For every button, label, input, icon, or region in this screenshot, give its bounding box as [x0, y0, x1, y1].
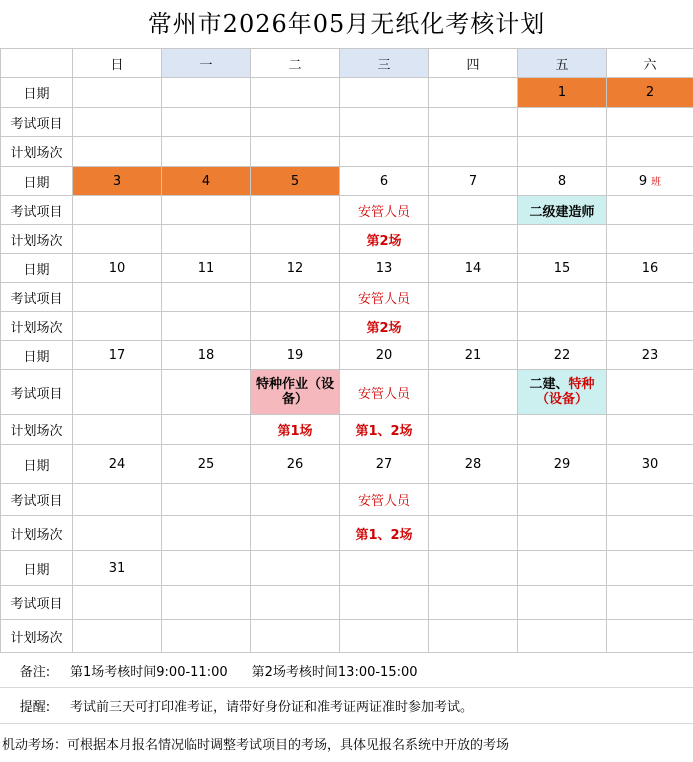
exam-cell-combined: [518, 370, 607, 415]
plan-cell: [518, 620, 607, 653]
week-1-plan-row: [1, 137, 693, 167]
date-cell: 6: [340, 167, 429, 196]
week-1-exam-row: [1, 108, 693, 137]
exam-cell: [73, 108, 162, 137]
plan-cell: [251, 620, 340, 653]
week-4-date-row: [1, 341, 693, 370]
exam-cell: [429, 484, 518, 516]
exam-cell-safety: 安管人员: [340, 196, 429, 225]
date-cell: [162, 78, 251, 108]
date-cell: 21: [429, 341, 518, 370]
exam-row-label: 考试项目: [1, 370, 73, 415]
exam-cell: [607, 196, 693, 225]
exam-cell: [73, 370, 162, 415]
exam-row-label: 考试项目: [1, 586, 73, 620]
week-3-date-row: [1, 254, 693, 283]
date-cell: [162, 551, 251, 586]
exam-calendar: [0, 48, 693, 653]
page-title: 常州市2026年05月无纸化考核计划: [147, 10, 546, 38]
exam-cell: [73, 196, 162, 225]
plan-cell: [251, 137, 340, 167]
reminder-label: 提醒:: [19, 700, 51, 715]
weekday-sun: 日: [73, 49, 162, 78]
plan-cell: [162, 620, 251, 653]
week-3-plan-row: [1, 312, 693, 341]
plan-cell: [518, 415, 607, 445]
exam-cell: [429, 370, 518, 415]
exam-cell: [251, 108, 340, 137]
weekday-wed: 三: [340, 49, 429, 78]
date-cell: [251, 551, 340, 586]
plan-cell: [162, 415, 251, 445]
exam-cell: [429, 108, 518, 137]
date-cell-holiday: 5: [251, 167, 340, 196]
plan-cell: [162, 137, 251, 167]
date-cell: 19: [251, 341, 340, 370]
exam-cell: [251, 484, 340, 516]
exam-cell-safety: 安管人员: [340, 484, 429, 516]
plan-cell: [73, 225, 162, 254]
week-2-date-row: [1, 167, 693, 196]
date-cell: 30: [607, 445, 693, 484]
exam-cell: [518, 108, 607, 137]
exam-row-label: 考试项目: [1, 484, 73, 516]
week-2-plan-row: [1, 225, 693, 254]
date-cell: [340, 78, 429, 108]
plan-cell: [429, 620, 518, 653]
exam-cell: [73, 586, 162, 620]
plan-row-label: 计划场次: [1, 516, 73, 551]
weekday-tue: 二: [251, 49, 340, 78]
corner-cell: [1, 49, 73, 78]
date-cell: 16: [607, 254, 693, 283]
date-cell: 18: [162, 341, 251, 370]
date-row-label: 日期: [1, 167, 73, 196]
week-5-exam-row: [1, 484, 693, 516]
week-6-plan-row: [1, 620, 693, 653]
plan-cell-session: 第1、2场: [340, 516, 429, 551]
reminder-row: [0, 688, 693, 724]
date-cell: 25: [162, 445, 251, 484]
plan-cell: [518, 312, 607, 341]
plan-cell: [518, 516, 607, 551]
week-6-exam-row: [1, 586, 693, 620]
date-cell: 17: [73, 341, 162, 370]
date-row-label: 日期: [1, 341, 73, 370]
date-number: 9: [638, 174, 648, 189]
plan-row-label: 计划场次: [1, 415, 73, 445]
plan-cell: [251, 312, 340, 341]
weekday-sat: 六: [607, 49, 693, 78]
date-cell: 23: [607, 341, 693, 370]
weekday-header-row: [1, 49, 693, 78]
date-cell: 24: [73, 445, 162, 484]
week-4-exam-row: [1, 370, 693, 415]
date-cell-holiday: 3: [73, 167, 162, 196]
weekday-fri: 五: [518, 49, 607, 78]
plan-row-label: 计划场次: [1, 312, 73, 341]
plan-cell: [429, 312, 518, 341]
date-cell-holiday: 1: [518, 78, 607, 108]
plan-cell: [429, 225, 518, 254]
date-cell: 22: [518, 341, 607, 370]
date-cell: 31: [73, 551, 162, 586]
exam-cell: [251, 586, 340, 620]
exam-cell: [518, 283, 607, 312]
date-cell: [340, 551, 429, 586]
plan-row-label: 计划场次: [1, 225, 73, 254]
exam-cell-safety: 安管人员: [340, 283, 429, 312]
plan-cell: [607, 516, 693, 551]
exam-cell: [162, 370, 251, 415]
remark-label: 备注:: [19, 665, 51, 680]
date-row-label: 日期: [1, 78, 73, 108]
exam-cell: [162, 484, 251, 516]
date-cell-holiday: 4: [162, 167, 251, 196]
date-cell: 28: [429, 445, 518, 484]
plan-cell: [429, 516, 518, 551]
date-cell: 27: [340, 445, 429, 484]
exam-cell: [73, 484, 162, 516]
mobile-venue-row: [0, 724, 693, 762]
date-cell: 12: [251, 254, 340, 283]
date-cell: 15: [518, 254, 607, 283]
exam-cell: [429, 196, 518, 225]
exam-cell: [518, 484, 607, 516]
date-cell-holiday: 2: [607, 78, 693, 108]
session-1-time: 第1场考核时间9:00-11:00: [70, 665, 228, 680]
plan-cell: [607, 312, 693, 341]
date-cell: [429, 78, 518, 108]
date-cell: 29: [518, 445, 607, 484]
weekday-mon: 一: [162, 49, 251, 78]
workday-badge: 班: [651, 177, 662, 188]
plan-cell: [162, 516, 251, 551]
session-2-time: 第2场考核时间13:00-15:00: [251, 665, 418, 680]
exam-cell: [251, 196, 340, 225]
date-cell: [251, 78, 340, 108]
plan-cell: [429, 415, 518, 445]
exam-cell: [340, 108, 429, 137]
exam-cell: [162, 586, 251, 620]
mobile-venue-text: 机动考场：可根据本月报名情况临时调整考试项目的考场，具体见报名系统中开放的考场: [2, 737, 510, 753]
exam-cell: [607, 283, 693, 312]
exam-part-special: 特种: [568, 377, 595, 392]
exam-cell: [607, 108, 693, 137]
remark-row: [0, 654, 693, 688]
exam-cell: [518, 586, 607, 620]
plan-cell: [73, 415, 162, 445]
plan-cell: [251, 516, 340, 551]
plan-cell: [607, 225, 693, 254]
plan-cell: [518, 225, 607, 254]
date-cell: 11: [162, 254, 251, 283]
plan-cell-session: 第2场: [340, 312, 429, 341]
week-5-plan-row: [1, 516, 693, 551]
plan-cell: [340, 137, 429, 167]
date-cell: 14: [429, 254, 518, 283]
date-cell: 20: [340, 341, 429, 370]
week-6-date-row: [1, 551, 693, 586]
date-cell: 10: [73, 254, 162, 283]
exam-cell: [162, 196, 251, 225]
weekday-thu: 四: [429, 49, 518, 78]
date-cell-workday: [607, 167, 693, 196]
plan-cell: [607, 415, 693, 445]
plan-cell: [73, 312, 162, 341]
exam-cell: [340, 586, 429, 620]
notes-section: [0, 654, 693, 762]
date-cell: [73, 78, 162, 108]
week-5-date-row: [1, 445, 693, 484]
exam-part-equipment: （设备）: [535, 392, 588, 407]
exam-part-constructor: 二建、: [529, 377, 569, 392]
plan-cell: [607, 620, 693, 653]
exam-cell-special-ops: 特种作业（设备）: [251, 370, 340, 415]
exam-row-label: 考试项目: [1, 196, 73, 225]
exam-row-label: 考试项目: [1, 283, 73, 312]
plan-row-label: 计划场次: [1, 137, 73, 167]
plan-cell: [73, 516, 162, 551]
exam-cell: [429, 586, 518, 620]
exam-cell: [607, 370, 693, 415]
plan-cell-session: 第1、2场: [340, 415, 429, 445]
exam-cell: [162, 283, 251, 312]
week-4-plan-row: [1, 415, 693, 445]
date-cell: [429, 551, 518, 586]
week-3-exam-row: [1, 283, 693, 312]
date-row-label: 日期: [1, 445, 73, 484]
plan-cell: [162, 225, 251, 254]
plan-cell: [162, 312, 251, 341]
plan-cell-session: 第1场: [251, 415, 340, 445]
exam-cell-safety: 安管人员: [340, 370, 429, 415]
plan-cell: [340, 620, 429, 653]
date-cell: [518, 551, 607, 586]
date-cell: 8: [518, 167, 607, 196]
plan-cell: [73, 620, 162, 653]
date-cell: [607, 551, 693, 586]
date-cell: 26: [251, 445, 340, 484]
exam-row-label: 考试项目: [1, 108, 73, 137]
plan-cell: [251, 225, 340, 254]
exam-cell: [73, 283, 162, 312]
exam-cell: [162, 108, 251, 137]
date-row-label: 日期: [1, 551, 73, 586]
reminder-text: 考试前三天可打印准考证，请带好身份证和准考证两证准时参加考试。: [70, 700, 474, 715]
date-row-label: 日期: [1, 254, 73, 283]
week-1-date-row: [1, 78, 693, 108]
plan-cell-session: 第2场: [340, 225, 429, 254]
plan-cell: [73, 137, 162, 167]
exam-cell: [251, 283, 340, 312]
plan-cell: [518, 137, 607, 167]
plan-cell: [607, 137, 693, 167]
exam-cell: [607, 484, 693, 516]
week-2-exam-row: [1, 196, 693, 225]
plan-row-label: 计划场次: [1, 620, 73, 653]
date-cell: 7: [429, 167, 518, 196]
exam-cell: [429, 283, 518, 312]
exam-cell: [607, 586, 693, 620]
exam-cell-constructor: 二级建造师: [518, 196, 607, 225]
plan-cell: [429, 137, 518, 167]
date-cell: 13: [340, 254, 429, 283]
